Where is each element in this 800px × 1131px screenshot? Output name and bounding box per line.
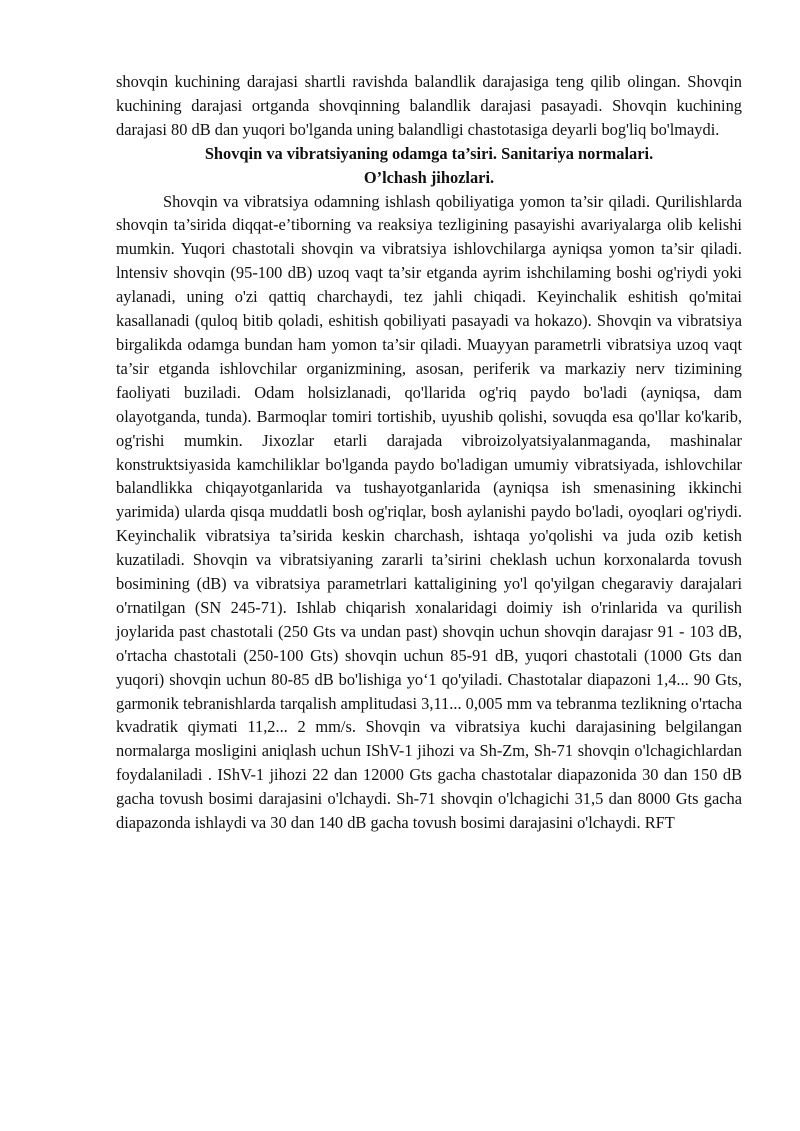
page-content — [116, 70, 742, 835]
section-heading-line1: Shovqin va vibratsiyaning odamga ta’siri. Sanitariya normalari. — [204, 143, 654, 163]
intro-paragraph: shovqin kuchining darajasi shartli ravishda balandlik darajasiga teng qilib olingan. Shovqin kuchining darajasi ortganda shovqinning balandlik darajasi pasayadi. Shovqin kuchining darajasi 80 dB dan yuqori bo'lganda uning balandligi chastotasiga deyarli bog'liq bo'lmaydi. — [116, 72, 742, 139]
section-heading-line2: O’lchash jihozlari. — [363, 167, 495, 187]
body-paragraph: Shovqin va vibratsiya odamning ishlash qobiliyatiga yomon ta’sir qiladi. Qurilishlarda shovqin ta’sirida diqqat-e’tiborning va reaksiya tezligining pasayishi avariyalarga olib kelishi mumkin. Yuqori chastotali shovqin va vibratsiya ishlovchilarga ayniqsa yomon ta’sir qiladi. lntensiv shovqin (95-100 dB) uzoq vaqt ta’sir etganda ayrim ishchilaming boshi og'riydi yoki aylanadi, uning o'zi qattiq charchaydi, tez jahli chiqadi. Keyinchalik eshitish qo'mitai kasallanadi (quloq bitib qoladi, eshitish qobiliyati pasayadi va hokazo). Shovqin va vibratsiya birgalikda odamga bundan ham yomon ta’sir qiladi. Muayyan parametrli vibratsiya uzoq vaqt ta’sir etganda ishlovchilar organizmining, asosan, periferik va markaziy nerv tizimining faoliyati buziladi. Odam holsizlanadi, qo'llarida og'riq paydo bo'ladi (ayniqsa, dam olayotganda, tunda). Barmoqlar tomiri tortishib, uyushib qolishi, sovuqda esa qo'llar ko'karib, og'rishi mumkin. Jixozlar etarli darajada vibroizolyatsiyalanmaganda, mashinalar konstruktsiyasida kamchiliklar bo'lganda paydo bo'ladigan umumiy vibratsiyada, ishlovchilar balandlikka chiqayotganlarida va tushayotganlarida (ayniqsa ish smenasining ikkinchi yarimida) ularda qisqa muddatli bosh og'riqlar, bosh aylanishi paydo bo'ladi, oyoqlari og'riydi. Keyinchalik vibratsiya ta’sirida keskin charchash, ishtaqa yo'qolishi va juda ozib ketish kuzatiladi. Shovqin va vibratsiyaning zararli ta’sirini cheklash uchun korxonalarda tovush bosimining (dB) va vibratsiya parametrlari kattaligining yo'l qo'yilgan chegaraviy darajalari o'rnatilgan (SN 245-71). Ishlab chiqarish xonalaridagi doimiy ish o'rinlarida va qurilish joylarida past chastotali (250 Gts va undan past) shovqin uchun shovqin darajasr 91 - 103 dB, o'rtacha chastotali (250-100 Gts) shovqin uchun 85-91 dB, yuqori chastotali (1000 Gts dan yuqori) shovqin uchun 80-85 dB bo'lishiga yo‘1 qo'yiladi. Chastotalar diapazoni 1,4... 90 Gts, garmonik tebranishlarda tarqalish amplitudasi 3,11... 0,005 mm va tebranma tezlikning o'rtacha kvadratik qiymati 11,2... 2 mm/s. Shovqin va vibratsiya kuchi darajasining belgilangan normalarga mosligini aniqlash uchun IShV-1 jihozi va Sh-Zm, Sh-71 shovqin o'lchagichlardan foydalaniladi . IShV-1 jihozi 22 dan 12000 Gts gacha chastotalar diapazonida 30 dan 150 dB gacha tovush bosimi darajasini o'lchaydi. Sh-71 shovqin o'lchagichi 31,5 dan 8000 Gts gacha diapazonda ishlaydi va 30 dan 140 dB gacha tovush bosimi darajasini o'lchaydi. RFT — [116, 191, 742, 833]
